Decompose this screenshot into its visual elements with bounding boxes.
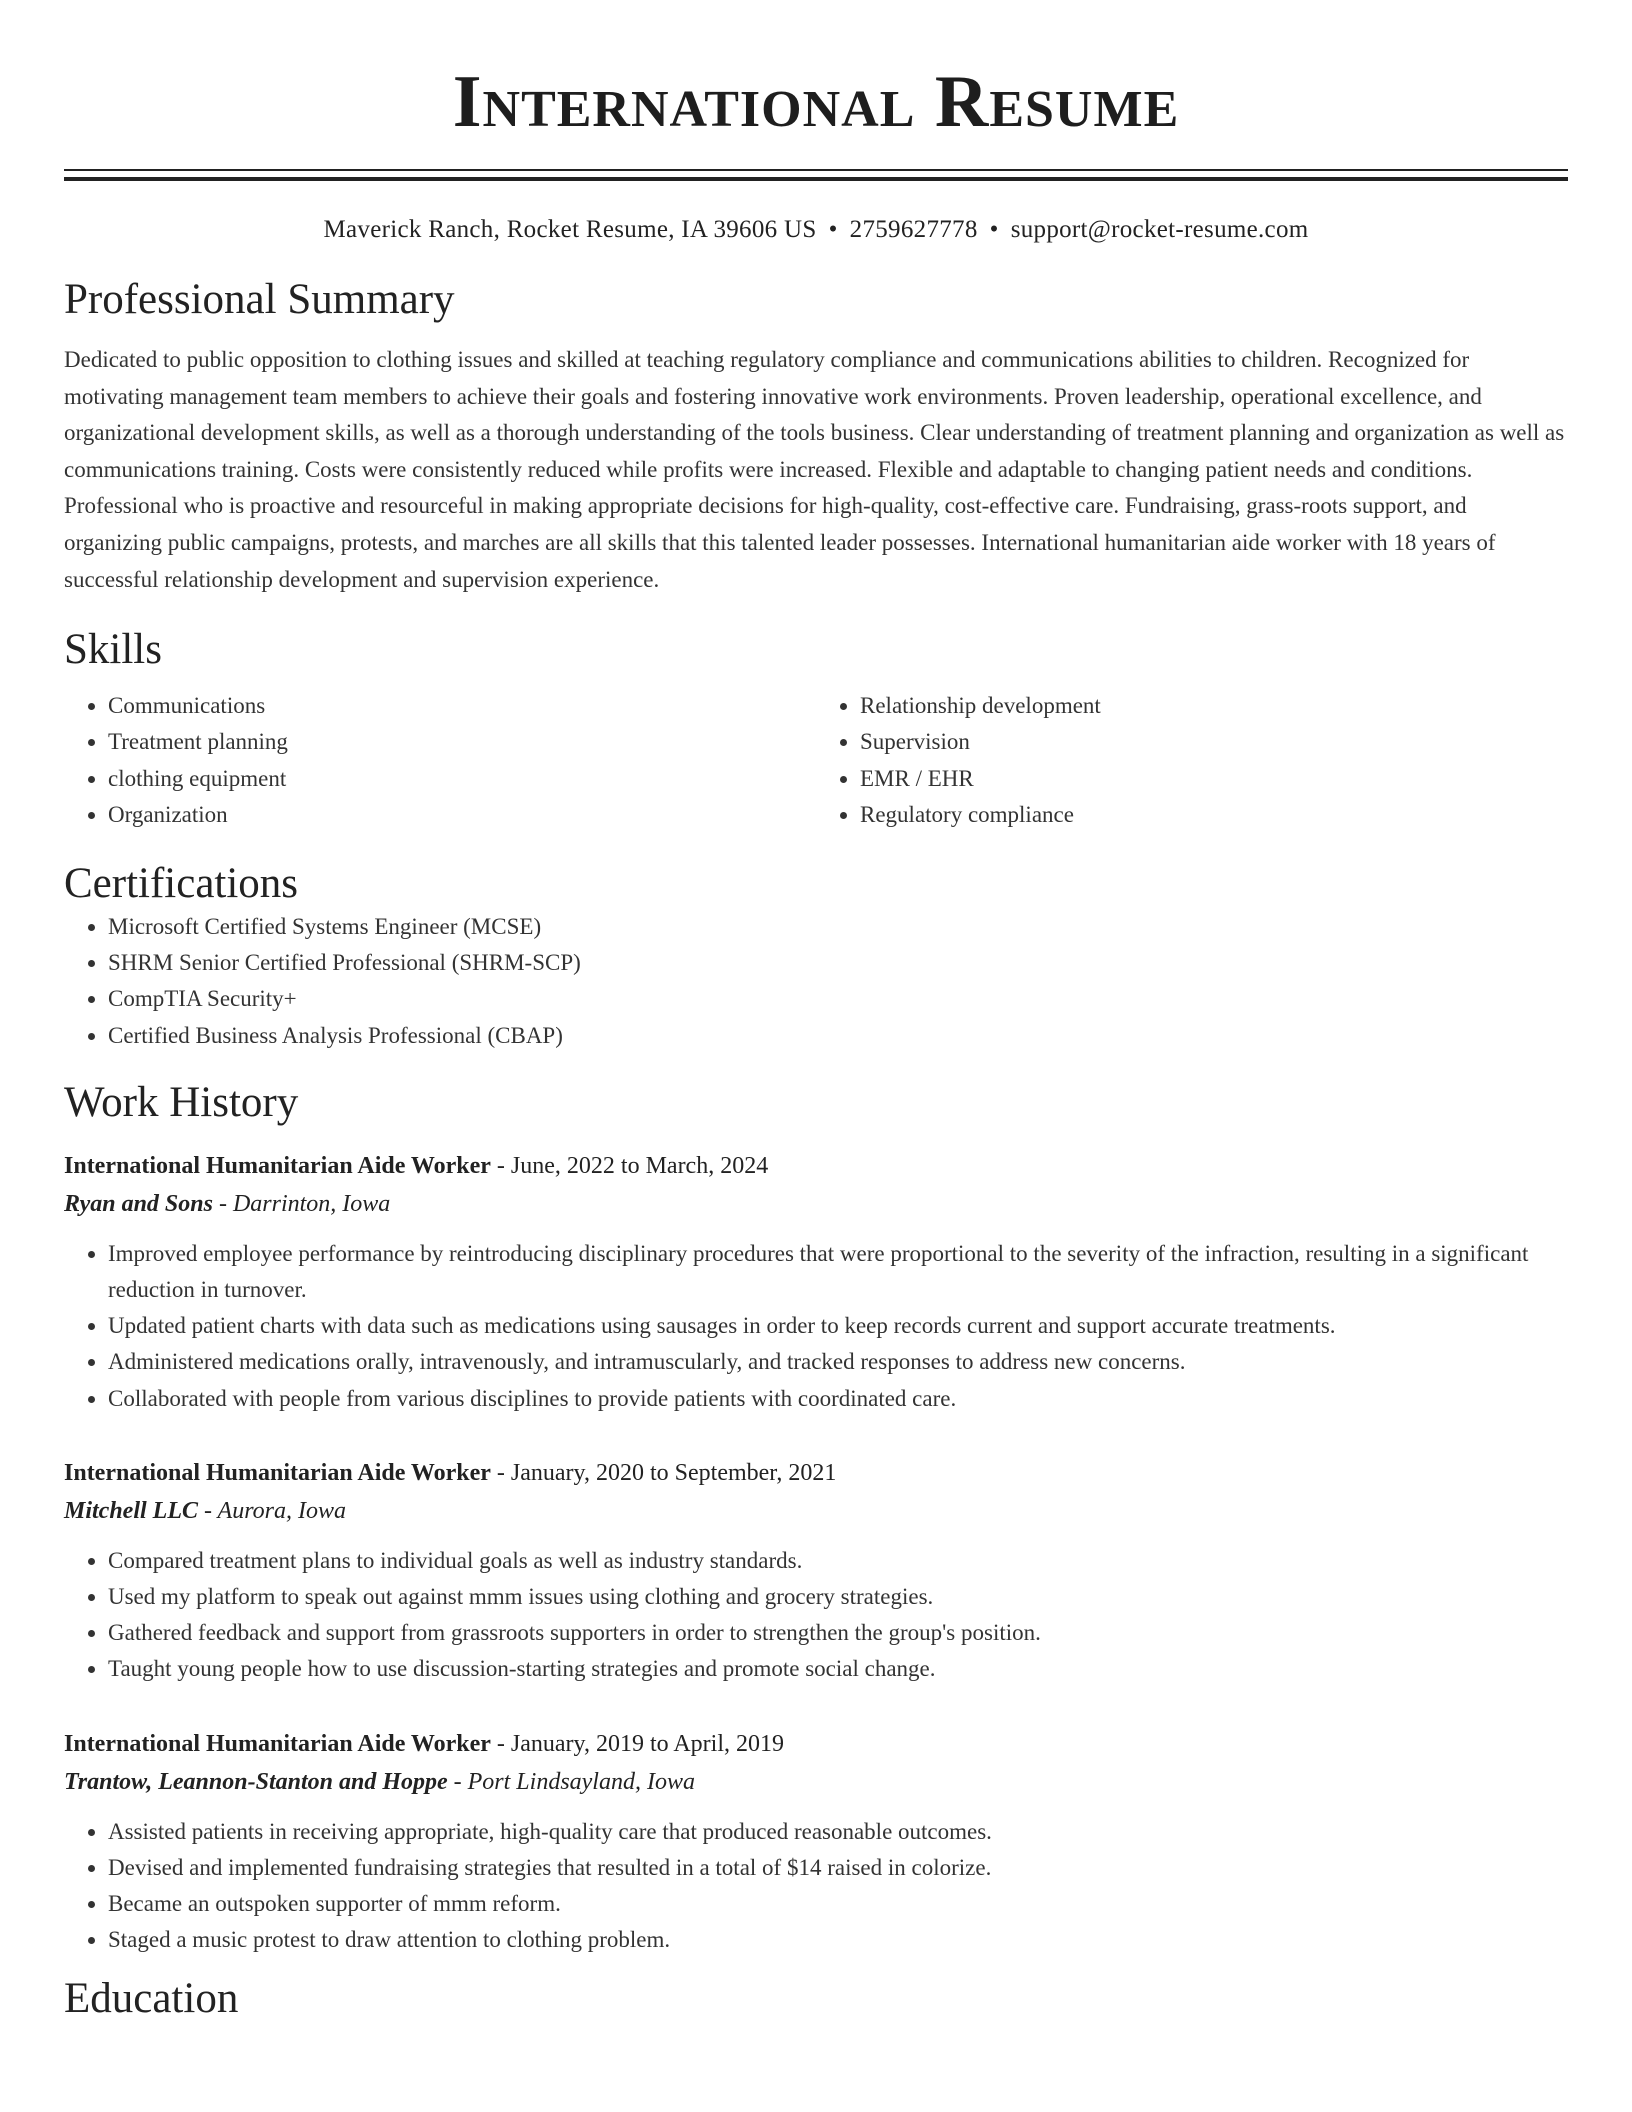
summary-heading: Professional Summary — [64, 276, 455, 323]
company-line — [64, 1762, 1568, 1802]
job-bullet: • Assisted patients in receiving appropriate, high-quality care that produced reasonable outcomes. — [108, 1814, 1568, 1850]
skill-item: • Communications — [108, 688, 816, 724]
contact-address: Maverick Ranch, Rocket Resume, IA 39606 US — [323, 216, 817, 243]
job-dates: - June, 2022 to March, 2024 — [490, 1152, 769, 1179]
job-title-line — [64, 1726, 1568, 1762]
education-heading: Education — [64, 1975, 239, 2023]
job-title: International Humanitarian Aide Worker — [64, 1459, 491, 1486]
certification-item: • CompTIA Security+ — [108, 981, 1568, 1017]
certifications-heading: Certifications — [64, 859, 299, 907]
job-entry — [64, 1148, 1568, 1417]
company-location: - Darrinton, Iowa — [212, 1190, 391, 1217]
job-bullet: • Used my platform to speak out against mmm issues using clothing and grocery strategies. — [108, 1579, 1568, 1615]
job-bullet: • Staged a music protest to draw attention to clothing problem. — [108, 1922, 1568, 1958]
job-bullets — [64, 1814, 1568, 1959]
job-bullet: • Gathered feedback and support from grassroots supporters in order to strengthen the group's position. — [108, 1615, 1568, 1651]
skills-columns — [64, 688, 1568, 833]
job-title: International Humanitarian Aide Worker — [64, 1152, 491, 1179]
contact-line — [64, 215, 1568, 245]
job-entry — [64, 1455, 1568, 1688]
certification-item: • Certified Business Analysis Professional (CBAP) — [108, 1018, 1568, 1054]
job-bullet: • Compared treatment plans to individual goals as well as industry standards. — [108, 1543, 1568, 1579]
certification-item: • Microsoft Certified Systems Engineer (MCSE) — [108, 909, 1568, 945]
contact-separator: • — [989, 216, 999, 243]
job-dates: - January, 2020 to September, 2021 — [490, 1459, 837, 1486]
certifications-list — [64, 909, 1568, 1054]
summary-text: Dedicated to public opposition to clothing issues and skilled at teaching regulatory compliance and communications abilities to children. Recognized for motivating management team members to achieve their goals and fostering innovative work environments. Proven leadership, operational excellence, and organizational development skills, as well as a thorough understanding of the tools business. Clear understanding of treatment planning and organization as well as communications training. Costs were consistently reduced while profits were increased. Flexible and adaptable to changing patient needs and conditions. Professional who is proactive and resourceful in making appropriate decisions for high-quality, cost-effective care. Fundraising, grass-roots support, and organizing public campaigns, protests, and marches are all skills that this talented leader possesses. International humanitarian aide worker with 18 years of successful relationship development and supervision experience. — [64, 347, 1565, 592]
work-history-heading: Work History — [64, 1078, 299, 1126]
job-title-line — [64, 1148, 1568, 1184]
company-line — [64, 1184, 1568, 1224]
contact-phone: 2759627778 — [849, 216, 978, 243]
skill-item: • Treatment planning — [108, 724, 816, 760]
skill-item: • Regulatory compliance — [860, 797, 1568, 833]
job-bullet: • Devised and implemented fundraising strategies that resulted in a total of $14 raised in colorize. — [108, 1850, 1568, 1886]
skill-item: • Organization — [108, 797, 816, 833]
skill-item: • Supervision — [860, 724, 1568, 760]
title-divider-thin — [64, 169, 1568, 171]
job-bullet: • Administered medications orally, intravenously, and intramuscularly, and tracked responses to address new concerns. — [108, 1344, 1568, 1380]
contact-email: support@rocket-resume.com — [1010, 216, 1309, 243]
job-bullet: • Updated patient charts with data such as medications using sausages in order to keep records current and support accurate treatments. — [108, 1308, 1568, 1344]
resume-page — [64, 0, 1568, 2024]
skills-list-left — [64, 688, 816, 833]
certification-item: • SHRM Senior Certified Professional (SHRM-SCP) — [108, 945, 1568, 981]
skill-item: • clothing equipment — [108, 761, 816, 797]
job-bullet: • Improved employee performance by reintroducing disciplinary procedures that were proportional to the severity of the infraction, resulting in a significant reduction in turnover. — [108, 1236, 1568, 1308]
skills-list-right — [816, 688, 1568, 833]
company-location: - Aurora, Iowa — [198, 1497, 347, 1524]
job-bullet: • Taught young people how to use discussion-starting strategies and promote social change. — [108, 1651, 1568, 1687]
skills-heading: Skills — [64, 626, 162, 674]
job-bullet: • Became an outspoken supporter of mmm reform. — [108, 1886, 1568, 1922]
company-name: Ryan and Sons — [64, 1190, 213, 1217]
contact-separator: • — [828, 216, 838, 243]
company-name: Trantow, Leannon-Stanton and Hoppe — [64, 1768, 448, 1795]
resume-title: International Resume — [452, 61, 1180, 143]
job-entry — [64, 1726, 1568, 1959]
job-dates: - January, 2019 to April, 2019 — [490, 1730, 784, 1757]
company-line — [64, 1491, 1568, 1531]
job-title-line — [64, 1455, 1568, 1491]
job-title: International Humanitarian Aide Worker — [64, 1730, 491, 1757]
skill-item: • EMR / EHR — [860, 761, 1568, 797]
company-location: - Port Lindsayland, Iowa — [447, 1768, 695, 1795]
skill-item: • Relationship development — [860, 688, 1568, 724]
job-bullets — [64, 1236, 1568, 1417]
title-divider-thick — [64, 177, 1568, 181]
job-bullet: • Collaborated with people from various disciplines to provide patients with coordinated care. — [108, 1381, 1568, 1417]
company-name: Mitchell LLC — [64, 1497, 198, 1524]
job-bullets — [64, 1543, 1568, 1688]
